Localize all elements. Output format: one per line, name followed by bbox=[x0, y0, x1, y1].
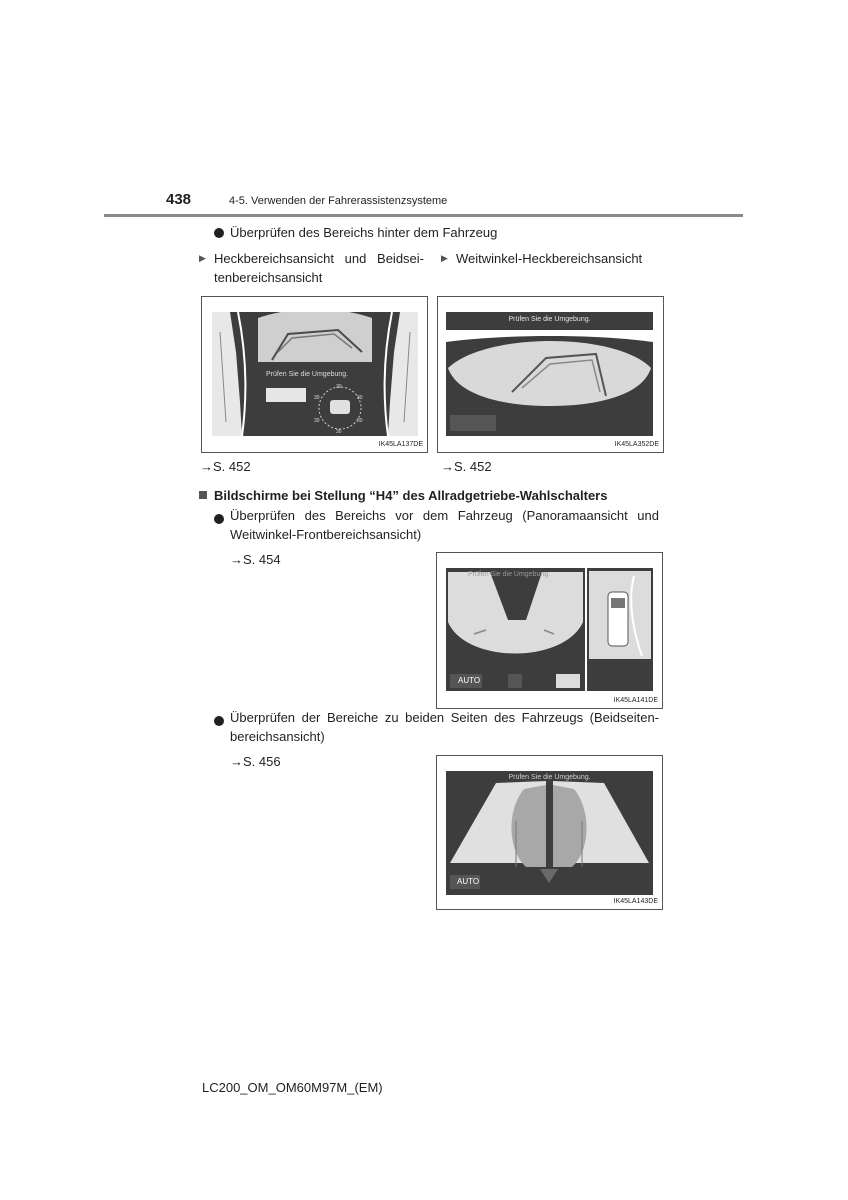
rear-right-page-ref: →S. 452 bbox=[441, 459, 492, 474]
h4-heading-text: Bildschirme bei Stellung “H4” des Allradgetriebe-Wahlschalters bbox=[214, 488, 608, 503]
rear-right-item: Weitwinkel-Heckbereichsansicht bbox=[456, 251, 643, 266]
sides-description bbox=[230, 708, 659, 746]
square-bullet-icon bbox=[199, 491, 207, 499]
clinometer-icon bbox=[314, 382, 366, 434]
footer-code: LC200_OM_OM60M97M_(EM) bbox=[202, 1080, 383, 1095]
rear-heading-text: Überprüfen des Bereichs hinter dem Fahrzeug bbox=[230, 225, 498, 240]
rear-side-screen bbox=[212, 312, 418, 436]
figure-both-sides-view bbox=[436, 755, 663, 910]
front-page-ref: →S. 454 bbox=[230, 552, 281, 567]
front-line2: Weitwinkel-Frontbereichsansicht) bbox=[230, 527, 422, 542]
sides-line1: Überprüfen der Bereiche zu beiden Seiten des Fahrzeugs (Beidseiten- bbox=[230, 710, 659, 725]
page-number: 438 bbox=[166, 191, 192, 208]
figure-code: IK45LA137DE bbox=[378, 441, 423, 448]
sides-page-ref: →S. 456 bbox=[230, 754, 281, 769]
svg-text:30: 30 bbox=[357, 418, 363, 424]
rear-section-heading bbox=[214, 223, 497, 242]
figure-code: IK45LA141DE bbox=[613, 697, 658, 704]
rear-left-line2: tenbereichsansicht bbox=[214, 270, 323, 285]
wide-rear-screen bbox=[446, 312, 653, 436]
sides-line2: bereichsansicht) bbox=[230, 729, 325, 744]
front-line1: Überprüfen des Bereichs vor dem Fahrzeug (Panoramaansicht und bbox=[230, 508, 659, 523]
fig4-screen-message: Prüfen Sie die Umgebung. bbox=[508, 774, 591, 781]
header-rule bbox=[104, 214, 743, 217]
chapter-title: 4-5. Verwenden der Fahrerassistenzsysteme bbox=[229, 195, 448, 207]
svg-text:30: 30 bbox=[336, 384, 342, 390]
figure-rear-side-view bbox=[201, 296, 428, 453]
bullet-icon bbox=[214, 228, 224, 238]
fig3-screen-message: Prüfen Sie die Umgebung. bbox=[468, 571, 551, 578]
bullet-icon bbox=[214, 713, 224, 731]
sides-screen bbox=[446, 771, 653, 895]
svg-text:30: 30 bbox=[336, 429, 342, 434]
rear-left-item bbox=[214, 249, 424, 287]
triangle-bullet-icon: ▶ bbox=[441, 253, 448, 263]
auto-button-label: AUTO bbox=[457, 877, 480, 886]
svg-text:30: 30 bbox=[357, 395, 363, 401]
rear-left-line1: Heckbereichsansicht und Beidsei- bbox=[214, 251, 424, 266]
rear-left-page-ref: →S. 452 bbox=[200, 459, 251, 474]
figure-code: IK45LA143DE bbox=[613, 898, 658, 905]
svg-text:30: 30 bbox=[314, 395, 320, 401]
h4-section-heading bbox=[199, 486, 607, 505]
camera-switch-button bbox=[266, 388, 306, 402]
front-description bbox=[230, 506, 659, 544]
figure-front-panoramic-view bbox=[436, 552, 663, 709]
figure-code: IK45LA352DE bbox=[614, 441, 659, 448]
fig1-screen-message: Prüfen Sie die Umgebung. bbox=[266, 371, 349, 378]
svg-text:30: 30 bbox=[314, 418, 320, 424]
auto-button-label: AUTO bbox=[458, 676, 481, 685]
triangle-bullet-icon: ▶ bbox=[199, 253, 206, 263]
bullet-icon bbox=[214, 511, 224, 529]
figure-wide-rear-view bbox=[437, 296, 664, 453]
fig2-screen-message: Prüfen Sie die Umgebung. bbox=[508, 316, 591, 323]
front-screen bbox=[446, 568, 653, 691]
